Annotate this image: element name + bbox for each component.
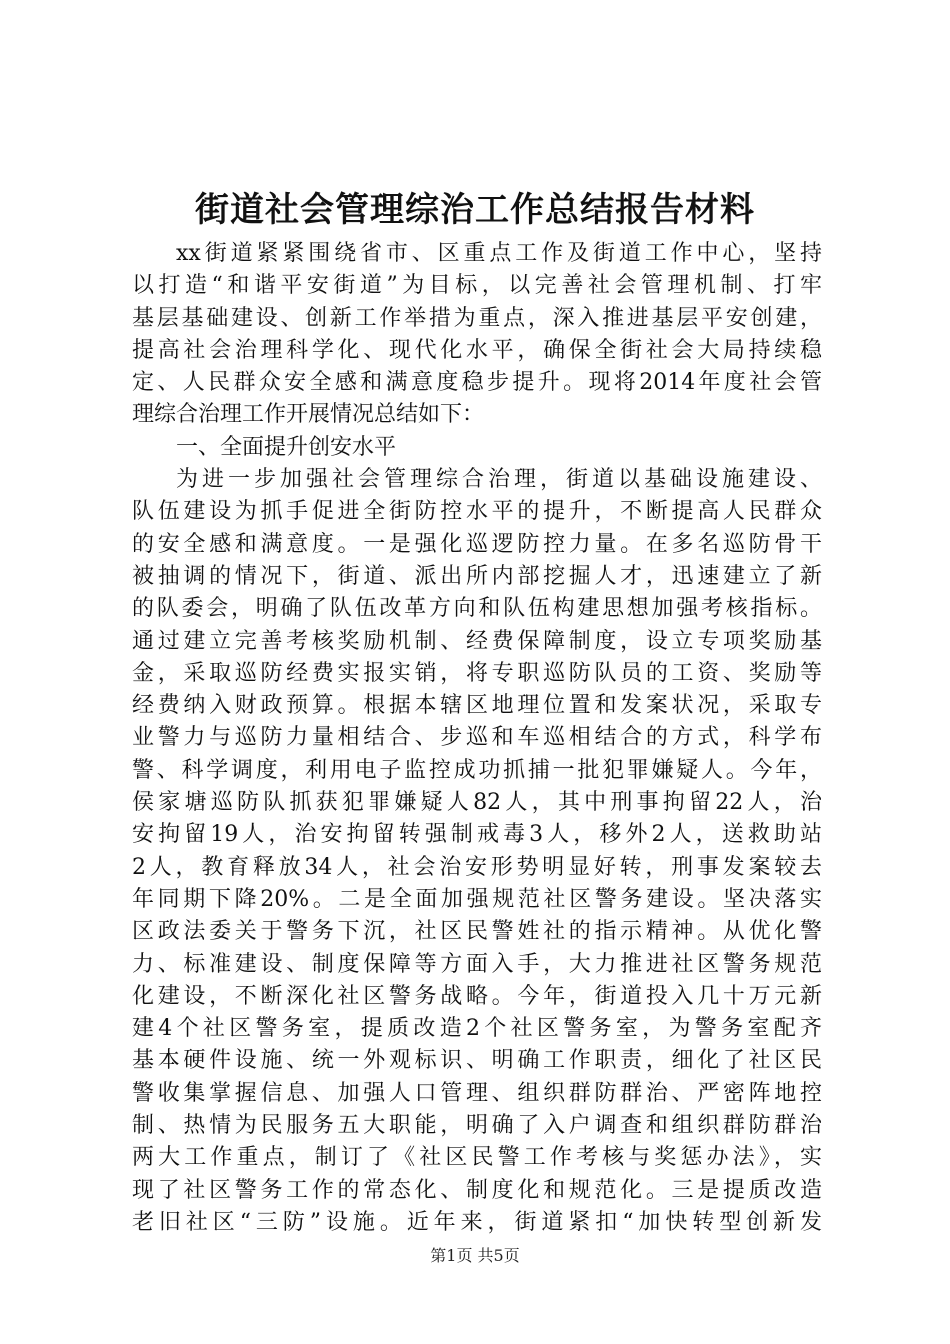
- body-line: 基层基础建设、创新工作举措为重点，深入推进基层平安创建，: [132, 305, 822, 331]
- body-line: 侯家塘巡防队抓获犯罪嫌疑人82人，其中刑事拘留22人，治: [132, 790, 822, 816]
- body-line: 业警力与巡防力量相结合、步巡和车巡相结合的方式，科学布: [132, 725, 822, 751]
- body-line: 的队委会，明确了队伍改革方向和队伍构建思想加强考核指标。: [132, 596, 822, 622]
- body-line: 定、人民群众安全感和满意度稳步提升。现将2014年度社会管: [132, 370, 822, 396]
- document-title: 街道社会管理综治工作总结报告材料: [195, 190, 755, 230]
- body-line: 金，采取巡防经费实报实销，将专职巡防队员的工资、奖励等: [132, 660, 822, 686]
- body-line: 安拘留19人，治安拘留转强制戒毒3人，移外2人，送救助站: [132, 822, 822, 848]
- body-line: 经费纳入财政预算。根据本辖区地理位置和发案状况，采取专: [132, 693, 822, 719]
- body-line: 建4个社区警务室，提质改造2个社区警务室，为警务室配齐: [132, 1016, 822, 1042]
- body-line: 力、标准建设、制度保障等方面入手，大力推进社区警务规范: [132, 951, 822, 977]
- page-footer: 第1页 共5页: [430, 1246, 520, 1265]
- body-line: 老旧社区“三防”设施。近年来，街道紧扣“加快转型创新发: [132, 1209, 822, 1235]
- body-line: 被抽调的情况下，街道、派出所内部挖掘人才，迅速建立了新: [132, 563, 822, 589]
- body-line: 的安全感和满意度。一是强化巡逻防控力量。在多名巡防骨干: [132, 531, 822, 557]
- body-line: 年同期下降20%。二是全面加强规范社区警务建设。坚决落实: [132, 886, 822, 912]
- document-body: [132, 238, 822, 1239]
- body-line: 警收集掌握信息、加强人口管理、组织群防群治、严密阵地控: [132, 1080, 822, 1106]
- body-line: 基本硬件设施、统一外观标识、明确工作职责，细化了社区民: [132, 1048, 822, 1074]
- body-line: 理综合治理工作开展情况总结如下：: [132, 402, 485, 428]
- body-line: 提高社会治理科学化、现代化水平，确保全街社会大局持续稳: [132, 337, 822, 363]
- body-line: 2人，教育释放34人，社会治安形势明显好转，刑事发案较去: [132, 854, 822, 880]
- body-line: 两大工作重点，制订了《社区民警工作考核与奖惩办法》，实: [132, 1145, 822, 1171]
- body-line: 为进一步加强社会管理综合治理，街道以基础设施建设、: [176, 467, 822, 493]
- body-line: xx街道紧紧围绕省市、区重点工作及街道工作中心，坚持: [176, 241, 822, 266]
- body-line: 化建设，不断深化社区警务战略。今年，街道投入几十万元新: [132, 983, 822, 1009]
- body-line: 通过建立完善考核奖励机制、经费保障制度，设立专项奖励基: [132, 628, 822, 654]
- body-line: 队伍建设为抓手促进全街防控水平的提升，不断提高人民群众: [132, 499, 822, 525]
- body-line: 以打造“和谐平安街道”为目标，以完善社会管理机制、打牢: [132, 273, 822, 299]
- body-line: 制、热情为民服务五大职能，明确了入户调查和组织群防群治: [132, 1113, 822, 1139]
- body-line: 现了社区警务工作的常态化、制度化和规范化。三是提质改造: [132, 1177, 822, 1203]
- body-line: 警、科学调度，利用电子监控成功抓捕一批犯罪嫌疑人。今年，: [132, 757, 822, 783]
- body-line: 区政法委关于警务下沉，社区民警姓社的指示精神。从优化警: [132, 919, 822, 945]
- section-heading: 一、全面提升创安水平: [176, 434, 397, 460]
